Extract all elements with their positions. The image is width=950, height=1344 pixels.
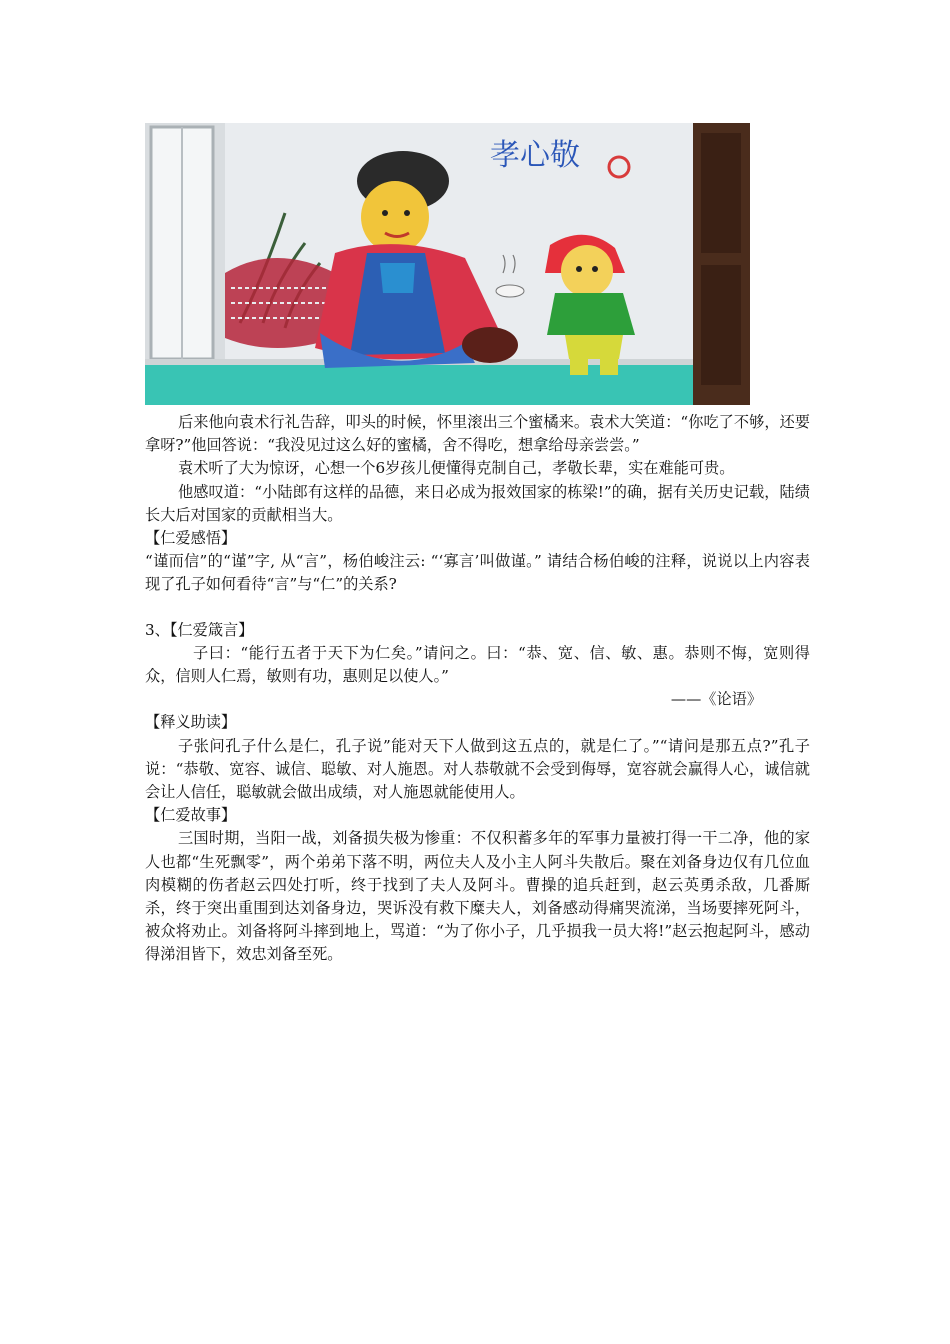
heading-ganwu: 【仁爱感悟】	[145, 529, 237, 548]
mural-painting	[145, 123, 750, 405]
document-page	[145, 123, 810, 967]
paragraph-3: 他感叹道：“小陆郎有这样的品德，来日必成为报效国家的栋梁!”的确，据有关历史记载，陆绩长大后对国家的贡献相当大。	[145, 482, 810, 524]
paragraph-7: 三国时期，当阳一战，刘备损失极为惨重：不仅积蓄多年的军事力量被打得一干二净，他的家人也都“生死飘零”，两个弟弟下落不明，两位夫人及小主人阿斗失散后。聚在刘备身边仅有几位血肉模糊的伤者赵云四处打听，终于找到了夫人及阿斗。曹操的追兵赶到，赵云英勇杀敌，几番厮杀，终于突出重围到达刘备身边，哭诉没有救下糜夫人，刘备感动得痛哭流涕，当场要摔死阿斗，被众将劝止。刘备将阿斗摔到地上，骂道：“为了你小子，几乎损我一员大将!”赵云抱起阿斗，感动得涕泪皆下，效忠刘备至死。	[145, 829, 810, 964]
mural-illustration	[145, 123, 750, 405]
paragraph-4: “谨而信”的“谨”字, 从“言”，杨伯峻注云: “‘寡言’叫做谨。” 请结合杨伯峻的注释，说说以上内容表现了孔子如何看待“言”与“仁”的关系?	[145, 552, 810, 594]
quote-paragraph: 子曰：“能行五者于天下为仁矣。”请问之。曰：“恭、宽、信、敏、惠。恭则不悔，宽则得众，信则人仁焉，敏则有功，惠则足以使人。”	[145, 643, 810, 686]
spacer	[145, 597, 810, 619]
heading-zhenyan: 3、【仁爱箴言】	[145, 620, 254, 639]
mural-title-text: 孝心敬	[490, 138, 580, 173]
heading-shiyi: 【释义助读】	[145, 713, 237, 732]
paragraph-2: 袁术听了大为惊讶，心想一个6岁孩儿便懂得克制自己，孝敬长辈，实在难能可贵。	[178, 459, 735, 478]
paragraph-6: 子张问孔子什么是仁，孔子说”能对天下人做到这五点的，就是仁了。”“请问是那五点?”孔子说：“恭敬、宽容、诚信、聪敏、对人施恩。对人恭敬就不会受到侮辱，宽容就会赢得人心，诚信就会让人信任，聪敏就会做出成绩，对人施恩就能使用人。	[145, 736, 810, 802]
heading-gushi: 【仁爱故事】	[145, 806, 237, 825]
quote-source: ——《论语》	[670, 690, 762, 709]
paragraph-1: 后来他向袁术行礼告辞，叩头的时候，怀里滚出三个蜜橘来。袁术大笑道：“你吃了不够，还要拿呀?”他回答说：“我没见过这么好的蜜橘，舍不得吃，想拿给母亲尝尝。”	[145, 413, 810, 455]
